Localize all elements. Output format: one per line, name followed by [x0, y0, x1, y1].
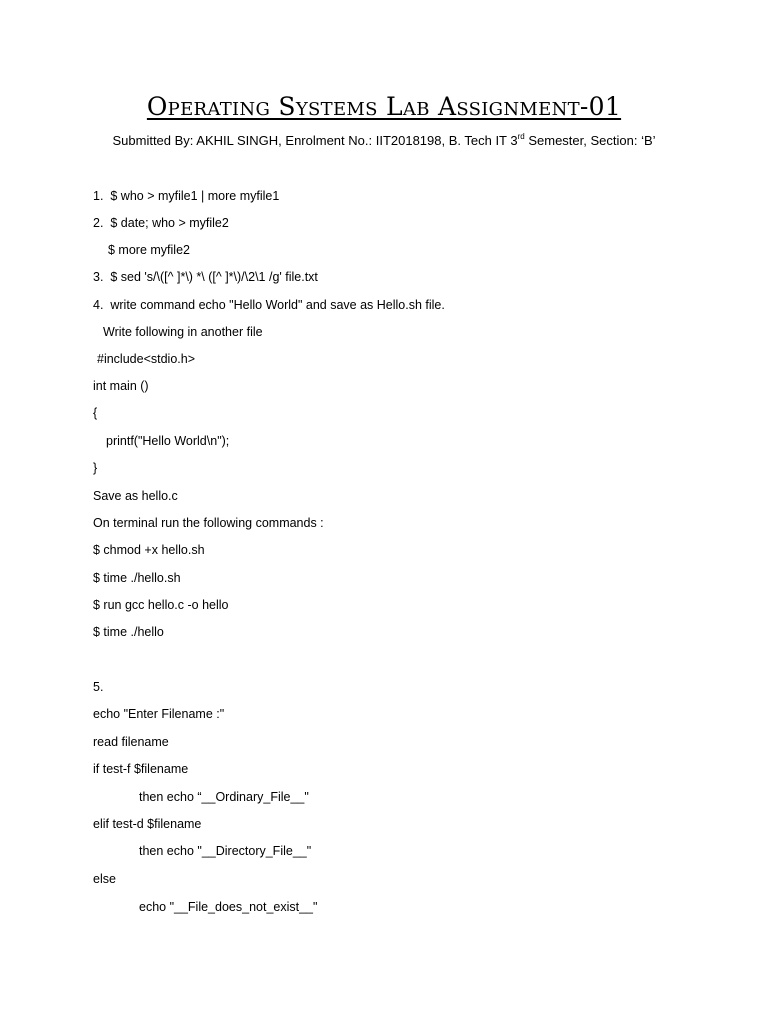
script-line: if test-f $filename [93, 762, 189, 776]
answer-2-line: 2. $ date; who > myfile2 [93, 216, 229, 230]
document-title: Operating Systems Lab Assignment-01 [146, 92, 622, 121]
command-line: $ time ./hello.sh [93, 571, 181, 585]
script-line: echo "__File_does_not_exist__" [139, 900, 318, 914]
code-line: { [93, 406, 98, 420]
script-line: then echo “__Ordinary_File__" [139, 790, 309, 804]
command-line: $ run gcc hello.c -o hello [93, 598, 229, 612]
answer-5-number: 5. [93, 680, 104, 694]
script-line: read filename [93, 735, 169, 749]
command-line: $ time ./hello [93, 625, 164, 639]
script-line: else [93, 872, 116, 886]
answer-4-line: Save as hello.c [93, 489, 178, 503]
script-line: then echo "__Directory_File__" [139, 844, 312, 858]
submission-details: Submitted By: AKHIL SINGH, Enrolment No.: IIT2018198, B. Tech IT 3rd Semester, Section: ‘B’ [112, 132, 656, 148]
command-line: $ chmod +x hello.sh [93, 543, 205, 557]
script-line: echo "Enter Filename :" [93, 707, 225, 721]
answer-1-line: 1. $ who > myfile1 | more myfile1 [93, 189, 280, 203]
answer-2-continuation: $ more myfile2 [108, 243, 190, 257]
answer-3-line: 3. $ sed 's/\([^ ]*\) *\ ([^ ]*\)/\2\1 /g' file.txt [93, 270, 318, 284]
code-line: int main () [93, 379, 149, 393]
answer-4-instruction: Write following in another file [103, 325, 263, 339]
script-line: elif test-d $filename [93, 817, 202, 831]
code-line: } [93, 461, 98, 475]
answer-4-line: On terminal run the following commands : [93, 516, 324, 530]
answer-4-line: 4. write command echo "Hello World" and save as Hello.sh file. [93, 298, 445, 312]
code-line: #include<stdio.h> [97, 352, 195, 366]
code-line: printf("Hello World\n"); [106, 434, 230, 448]
